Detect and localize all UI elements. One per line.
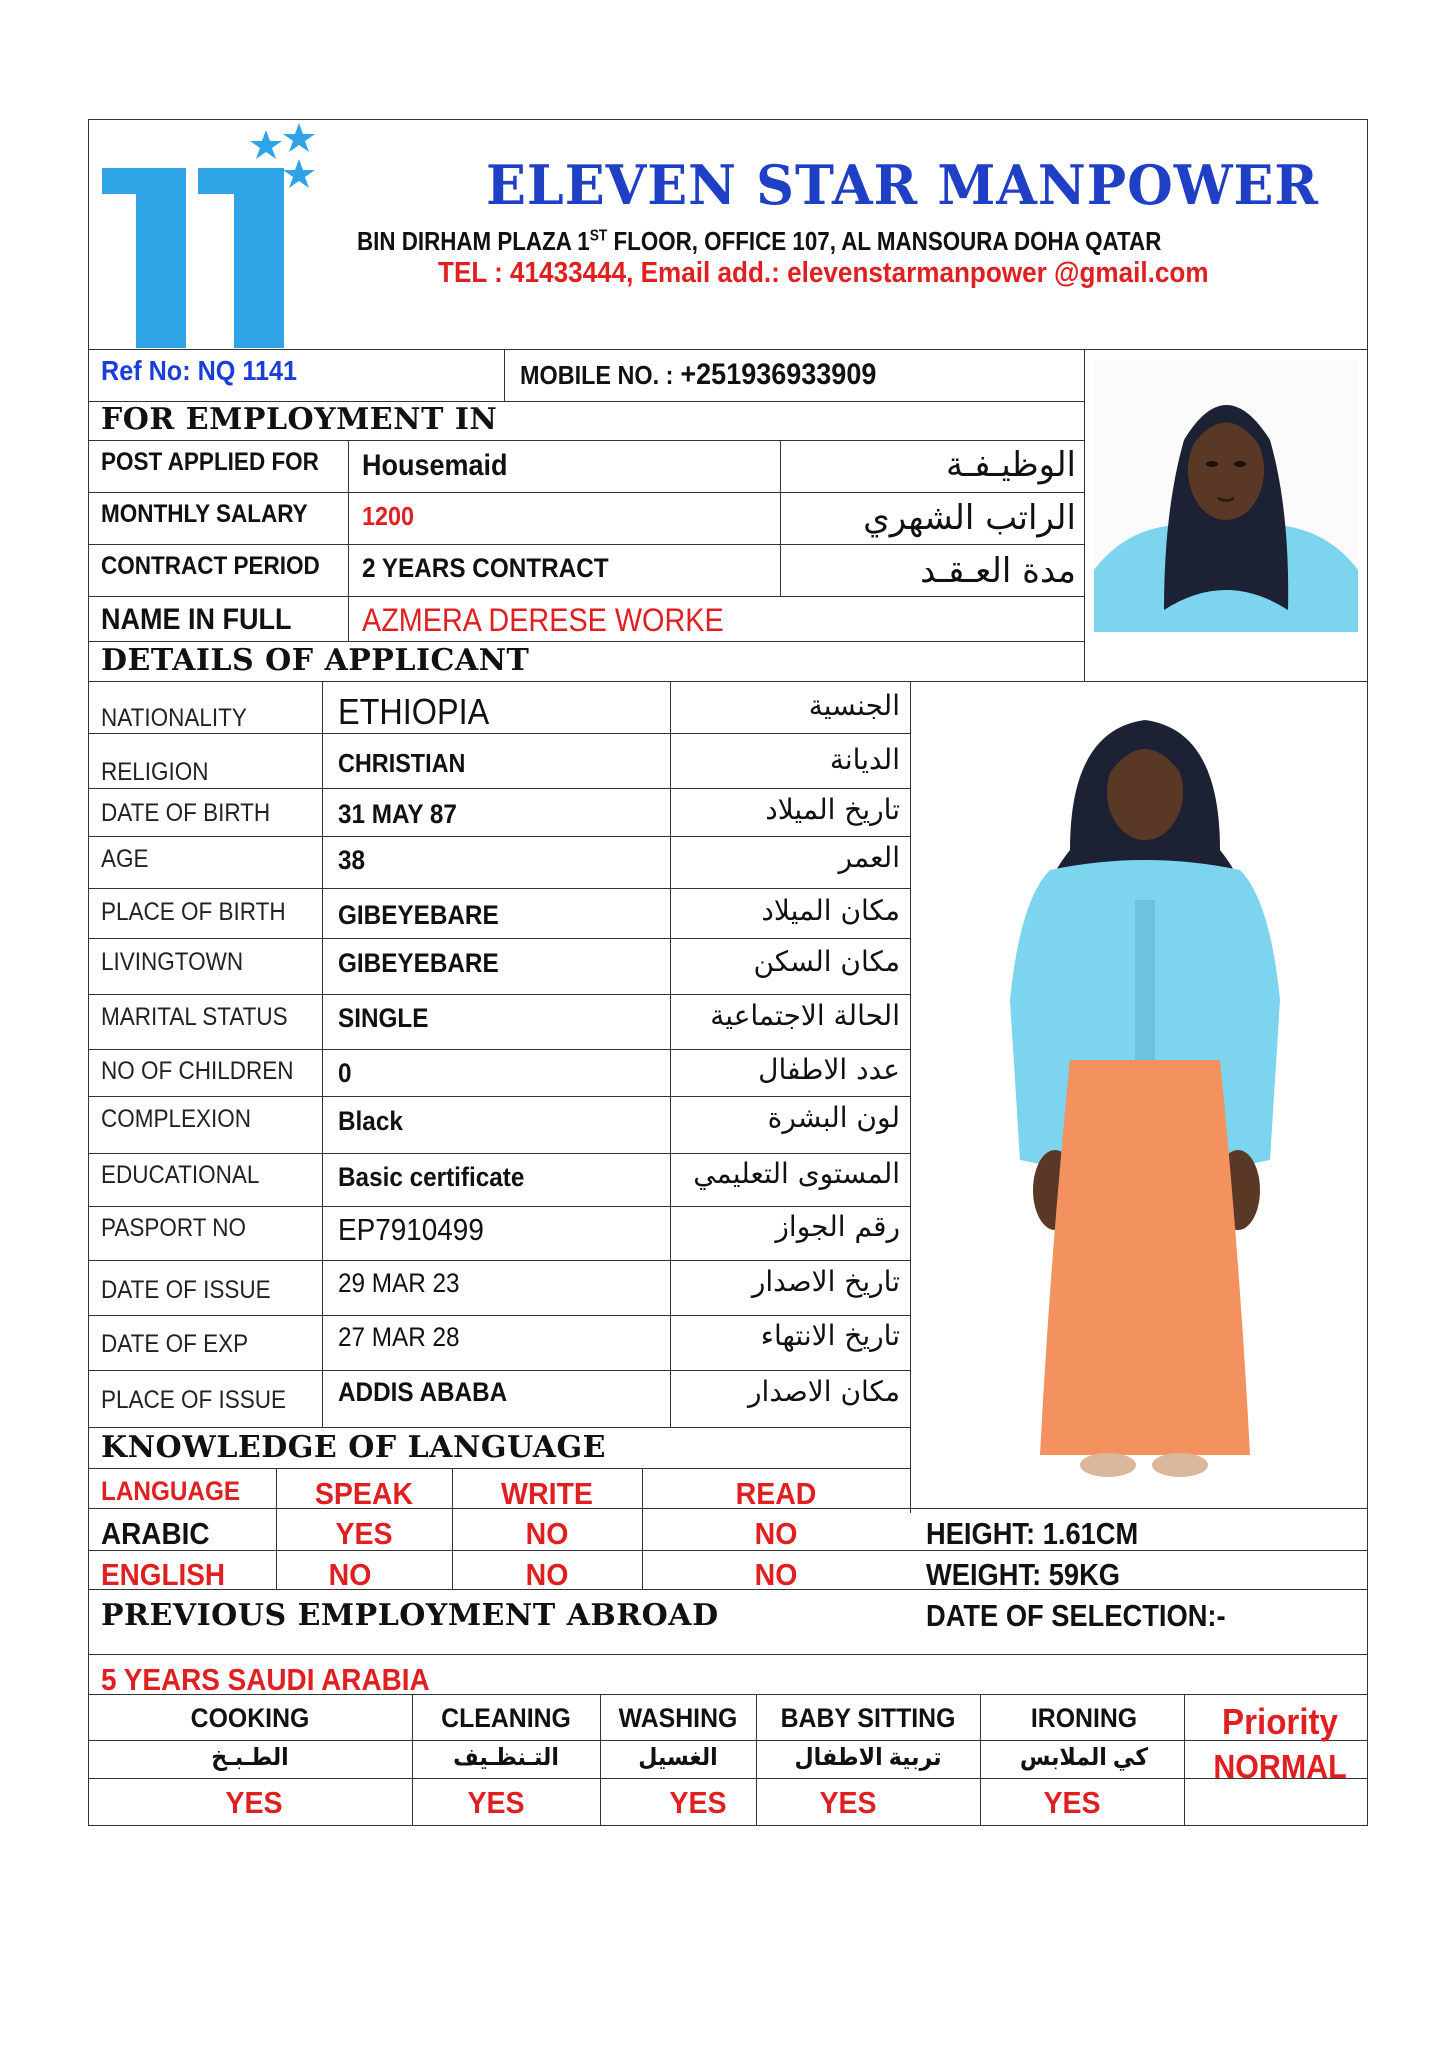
detail-arabic: الجنسية	[808, 689, 900, 722]
skill-name: COOKING	[190, 1703, 310, 1733]
details-section-title: DETAILS OF APPLICANT	[101, 643, 530, 678]
skill-name: WASHING	[618, 1703, 738, 1733]
detail-arabic: لون البشرة	[767, 1101, 900, 1134]
company-address: BIN DIRHAM PLAZA 1ST FLOOR, OFFICE 107, AL MANSOURA DOHA QATAR	[357, 226, 1162, 256]
detail-label: COMPLEXION	[101, 1105, 252, 1133]
company-contact: TEL : 41433444, Email add.: elevenstarmanpower @gmail.com	[438, 257, 1209, 289]
detail-label: RELIGION	[101, 758, 209, 786]
detail-label: DATE OF EXP	[101, 1330, 249, 1358]
detail-label: EDUCATIONAL	[101, 1161, 260, 1189]
skill-value: YES	[225, 1785, 283, 1820]
detail-label: MARITAL STATUS	[101, 1003, 288, 1031]
lang-speak: YES	[335, 1516, 393, 1551]
lang-speak: NO	[328, 1557, 372, 1592]
detail-label: LIVINGTOWN	[101, 948, 244, 976]
star-icon	[250, 130, 282, 159]
mobile-label: MOBILE NO. :	[520, 360, 674, 390]
skill-value: YES	[819, 1785, 877, 1820]
skill-value: YES	[1043, 1785, 1101, 1820]
detail-arabic: تاريخ الميلاد	[765, 793, 900, 826]
skill-value: YES	[467, 1785, 525, 1820]
date-of-selection: DATE OF SELECTION:-	[926, 1598, 1226, 1633]
skill-name: BABY SITTING	[780, 1703, 956, 1733]
previous-section-title: PREVIOUS EMPLOYMENT ABROAD	[101, 1598, 719, 1633]
detail-value: 38	[338, 845, 366, 875]
skill-arabic: الطـبـخ	[211, 1744, 289, 1771]
contract-arabic: مدة العـقـد	[920, 551, 1076, 591]
mobile-number	[520, 360, 876, 390]
skill-arabic: تربية الاطفال	[794, 1744, 942, 1771]
ref-value: NQ 1141	[197, 355, 298, 386]
detail-value: 29 MAR 23	[338, 1268, 460, 1298]
detail-label: AGE	[101, 845, 149, 873]
post-value: Housemaid	[362, 449, 508, 482]
priority-value: NORMAL	[1213, 1748, 1347, 1785]
weight-value: WEIGHT: 59KG	[926, 1557, 1121, 1592]
detail-arabic: المستوى التعليمي	[693, 1157, 900, 1190]
skill-arabic: كي الملابس	[1019, 1744, 1149, 1771]
detail-value: Black	[338, 1106, 403, 1136]
skill-name: IRONING	[1030, 1703, 1138, 1733]
name-label: NAME IN FULL	[101, 603, 292, 636]
post-arabic: الوظيـفـة	[945, 445, 1076, 485]
ref-label: Ref No:	[101, 355, 191, 386]
applicant-full-body-photo	[920, 700, 1360, 1480]
salary-arabic: الراتب الشهري	[863, 498, 1076, 538]
detail-arabic: تاريخ الانتهاء	[760, 1319, 900, 1352]
detail-value: 27 MAR 28	[338, 1322, 460, 1352]
lang-name: ARABIC	[101, 1516, 210, 1551]
language-section-title: KNOWLEDGE OF LANGUAGE	[101, 1430, 607, 1465]
lang-name: ENGLISH	[101, 1557, 226, 1592]
detail-value: ETHIOPIA	[338, 691, 490, 732]
lang-header-read: READ	[735, 1476, 817, 1511]
company-name: ELEVEN STAR MANPOWER	[486, 153, 1319, 217]
skill-arabic: التـنظـيف	[453, 1744, 559, 1771]
detail-label: NO OF CHILDREN	[101, 1057, 294, 1085]
post-label: POST APPLIED FOR	[101, 448, 319, 476]
skill-name: CLEANING	[441, 1703, 571, 1733]
detail-value: EP7910499	[338, 1212, 484, 1247]
detail-value: Basic certificate	[338, 1162, 525, 1192]
name-value: AZMERA DERESE WORKE	[362, 602, 724, 638]
star-icon	[283, 123, 315, 152]
skill-value: YES	[669, 1785, 727, 1820]
detail-value: 31 MAY 87	[338, 799, 457, 829]
lang-header-write: WRITE	[501, 1476, 593, 1511]
height-value: HEIGHT: 1.61CM	[926, 1516, 1139, 1551]
previous-employment-value: 5 YEARS SAUDI ARABIA	[101, 1662, 430, 1697]
contract-label: CONTRACT PERIOD	[101, 552, 320, 580]
lang-read: NO	[754, 1516, 798, 1551]
lang-write: NO	[525, 1557, 569, 1592]
detail-arabic: العمر	[838, 841, 900, 874]
detail-value: GIBEYEBARE	[338, 948, 499, 978]
detail-label: DATE OF ISSUE	[101, 1276, 271, 1304]
detail-value: ADDIS ABABA	[338, 1377, 508, 1407]
detail-arabic: تاريخ الاصدار	[751, 1265, 900, 1298]
detail-label: PLACE OF ISSUE	[101, 1386, 287, 1414]
contract-value: 2 YEARS CONTRACT	[362, 553, 609, 583]
detail-label: PASPORT NO	[101, 1214, 247, 1242]
salary-label: MONTHLY SALARY	[101, 500, 308, 528]
star-icon	[283, 159, 315, 188]
skill-arabic: الغسيل	[638, 1744, 718, 1771]
detail-value: CHRISTIAN	[338, 748, 466, 778]
lang-header-language: LANGUAGE	[101, 1476, 241, 1506]
detail-arabic: الديانة	[829, 743, 900, 776]
detail-label: NATIONALITY	[101, 704, 247, 732]
detail-label: DATE OF BIRTH	[101, 799, 271, 827]
detail-arabic: مكان الميلاد	[761, 894, 900, 927]
detail-value: SINGLE	[338, 1003, 429, 1033]
lang-write: NO	[525, 1516, 569, 1551]
mobile-value: +251936933909	[680, 358, 877, 391]
detail-value: GIBEYEBARE	[338, 900, 499, 930]
lang-read: NO	[754, 1557, 798, 1592]
eleven-star-logo	[98, 120, 318, 348]
detail-arabic: مكان السكن	[753, 945, 900, 978]
lang-header-speak: SPEAK	[314, 1476, 414, 1511]
employment-section-title: FOR EMPLOYMENT IN	[101, 402, 498, 437]
detail-value: 0	[338, 1058, 352, 1088]
ref-number	[101, 357, 297, 385]
detail-arabic: رقم الجواز	[775, 1210, 900, 1243]
detail-arabic: عدد الاطفال	[758, 1053, 900, 1086]
detail-arabic: الحالة الاجتماعية	[710, 999, 900, 1032]
detail-arabic: مكان الاصدار	[748, 1375, 900, 1408]
detail-label: PLACE OF BIRTH	[101, 898, 286, 926]
priority-label: Priority	[1222, 1701, 1338, 1742]
applicant-portrait-photo	[1094, 360, 1358, 632]
logo-number	[0, 0, 1, 1]
salary-value: 1200	[362, 501, 415, 531]
